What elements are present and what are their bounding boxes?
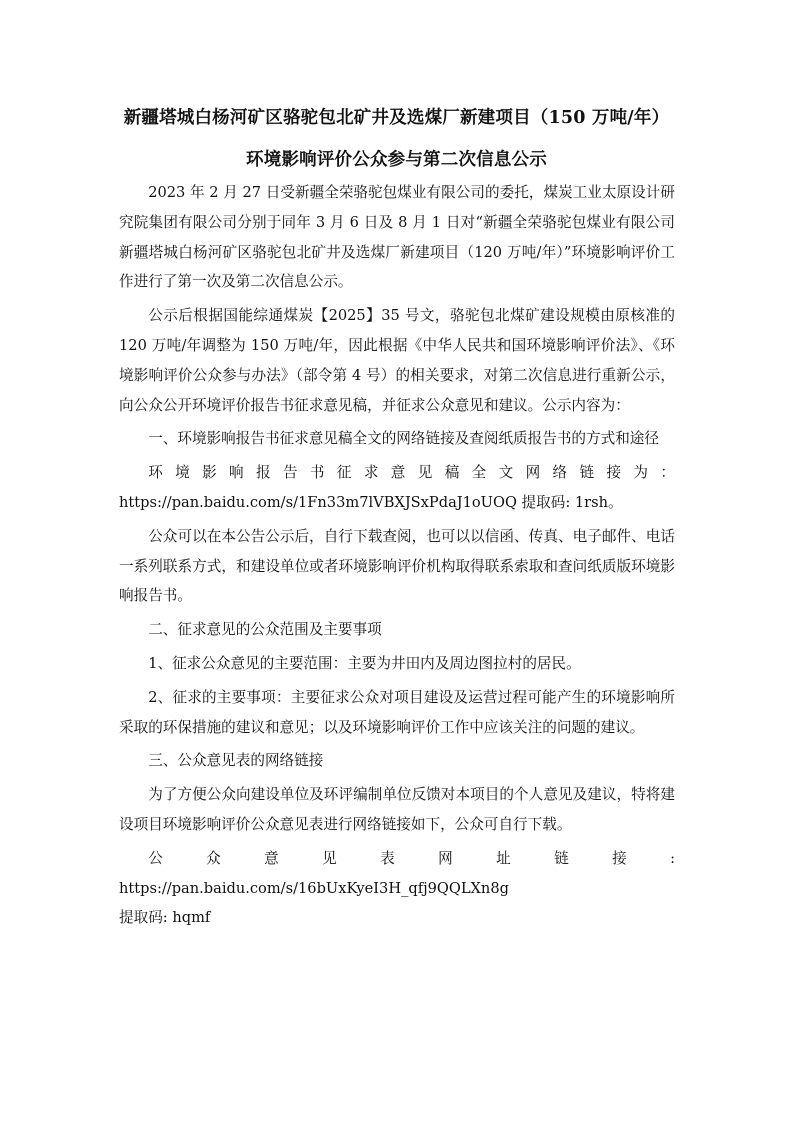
section-heading-2: 二、征求意见的公众范围及主要事项 bbox=[148, 621, 382, 639]
document-title-line-1: 新疆塔城白杨河矿区骆驼包北矿井及选煤厂新建项目（150 万吨/年） bbox=[123, 108, 670, 128]
report-link[interactable]: https://pan.baidu.com/s/1Fn33m7lVBXJSxPdaJ1oUOQ 提取码: 1rsh。 bbox=[119, 493, 623, 511]
paragraph-access-methods: 公众可以在本公告公示后，自行下载查阅，也可以以信函、传真、电子邮件、电话一系列联系方式，和建设单位或者环境影响评价机构取得联系索取和查问纸质版环境影响报告书。 bbox=[119, 527, 675, 605]
paragraph-report-link-label: 环境影响报告书征求意见稿全文网络链接为： bbox=[148, 464, 675, 482]
paragraph-commission: 2023 年 2 月 27 日受新疆全荣骆驼包煤业有限公司的委托，煤炭工业太原设计研究院集团有限公司分别于同年 3 月 6 日及 8 月 1 日对“新疆全荣骆驼包煤业有限公司新疆塔城白杨河矿区骆驼包北矿井及选煤厂新建项目（120 万吨/年）”环境影响评价工作进行了第一次及第二次信息公示。 bbox=[119, 184, 675, 291]
document-body bbox=[119, 178, 675, 933]
opinion-form-code: 提取码: hqmf bbox=[119, 909, 211, 927]
section-heading-3: 三、公众意见表的网络链接 bbox=[148, 752, 324, 770]
opinion-form-link[interactable]: 公众意见表网址链接: https://pan.baidu.com/s/16bUxKyeI3H_qfj9QQLXn8g bbox=[119, 849, 675, 897]
paragraph-adjustment: 公示后根据国能综通煤炭【2025】35 号文，骆驼包北煤矿建设规模由原核准的 120 万吨/年调整为 150 万吨/年，因此根据《中华人民共和国环境影响评价法》、《环境影响评价公众参与办法》（部令第 4 号）的相关要求，对第二次信息进行重新公示，向公众公开环境评价报告书征求意见稿，并征求公众意见和建议。公示内容为： bbox=[119, 307, 675, 414]
section-heading-1: 一、环境影响报告书征求意见稿全文的网络链接及查阅纸质报告书的方式和途径 bbox=[148, 430, 659, 448]
paragraph-feedback: 为了方便公众向建设单位及环评编制单位反馈对本项目的个人意见及建议，特将建设项目环境影响评价公众意见表进行网络链接如下，公众可自行下载。 bbox=[119, 786, 675, 833]
document-title-line-2: 环境影响评价公众参与第二次信息公示 bbox=[246, 150, 547, 170]
paragraph-scope: 1、征求公众意见的主要范围：主要为井田内及周边图拉村的居民。 bbox=[148, 654, 581, 672]
paragraph-matters: 2、征求的主要事项：主要征求公众对项目建设及运营过程可能产生的环境影响所采取的环保措施的建议和意见；以及环境影响评价工作中应该关注的问题的建议。 bbox=[119, 688, 675, 736]
